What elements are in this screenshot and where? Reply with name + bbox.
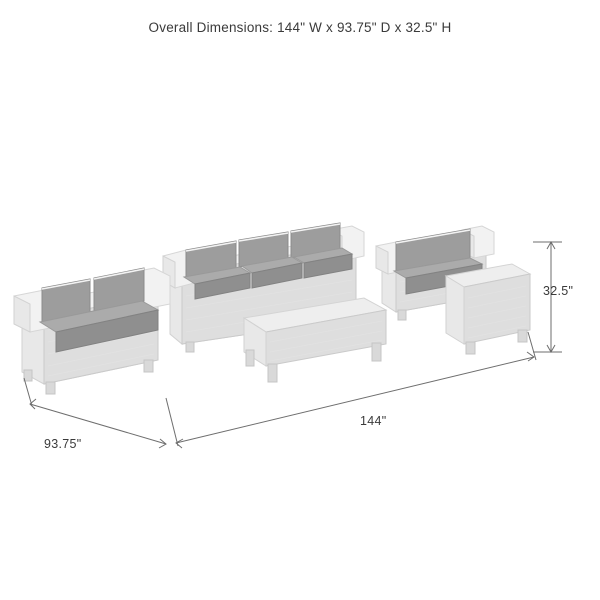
armchair-left-group bbox=[14, 268, 170, 394]
page-title: Overall Dimensions: 144" W x 93.75" D x 32.5" H bbox=[148, 20, 452, 35]
height-dimension-label: 32.5" bbox=[543, 284, 574, 298]
side-table-group bbox=[446, 264, 530, 354]
width-dimension-label: 144" bbox=[360, 414, 387, 428]
depth-dimension-label: 93.75" bbox=[44, 437, 82, 451]
width-dimension-line bbox=[176, 357, 534, 443]
